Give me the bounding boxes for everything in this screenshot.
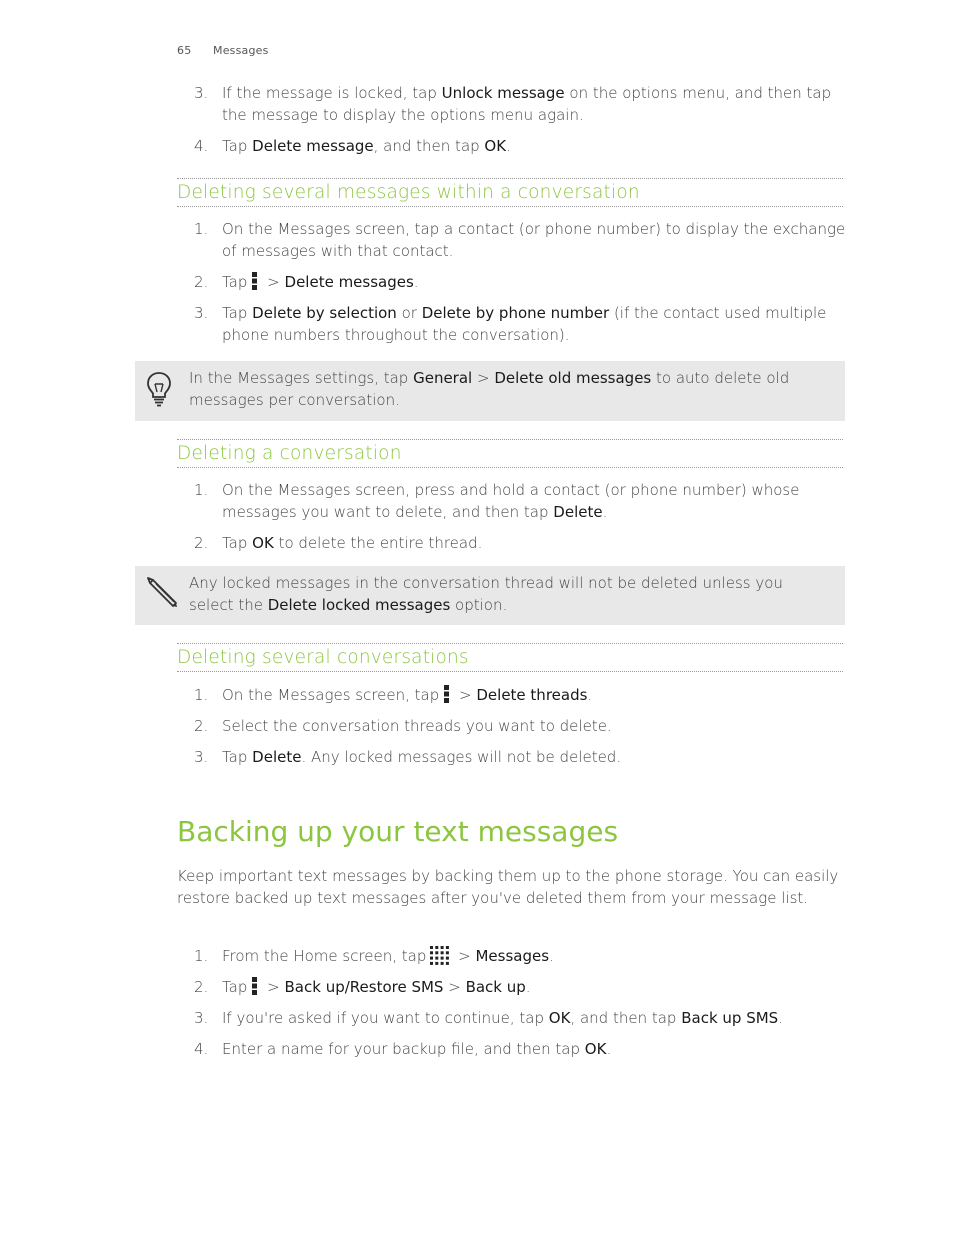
menu-kebab-icon	[443, 685, 450, 703]
pencil-icon	[145, 575, 179, 609]
page-number: 65	[177, 44, 192, 57]
section-heading	[177, 178, 843, 207]
tip-text: In the Messages settings, tap General > Delete old messages to auto delete old messages per conversation.	[189, 369, 790, 409]
chapter-title: Backing up your text messages	[177, 815, 619, 848]
section-heading	[177, 439, 843, 468]
tip-box	[135, 361, 845, 421]
lightbulb-icon	[145, 371, 173, 407]
document-page: 65 Messages 3. If the message is locked, tap Unlock message on the options menu, and then tap the message to display the options menu again. 4. Tap Delete message, and then tap OK. Deleting several messages within a conversation 1. On the Messages screen, tap a contact (or phone number) to display the exchange of messages with that contact. 2. Tap > Delete messages. 3. Tap Delete by selection or Delete by phone number (if the contact used multiple phone numbers throughout the conversation). In the Messages settings, tap General > Delete old messages to auto delete old messages per conversation. Deleting a conversation 1. On the Messages screen, press and hold a contact (or phone number) whose messages you want to delete, and then tap Delete. 2. Tap OK to delete the entire thread. Any locked messages in the conversation thread will not be deleted unless you select the Delete locked messages option. Deleting several conversations 1. On the Messages screen, tap > Delete threads. 2. Select the conversation threads you want to delete. 3. Tap Delete. Any locked messages will not be deleted. Backing up your text messages Keep important text messages by backing them up to the phone storage. You can easily restore backed up text messages after you've deleted them from your message list. 1. From the Home screen, tap > Messages. 2. Tap > Back up/Restore SMS > Back up. 3. If you're asked if you want to continue, tap OK, and then tap Back up SMS. 4. Enter a name for your backup file, and then tap OK.	[0, 0, 954, 1235]
menu-kebab-icon	[251, 272, 258, 290]
chapter-name: Messages	[213, 44, 269, 57]
section-heading	[177, 643, 843, 672]
note-text: Any locked messages in the conversation thread will not be deleted unless you select the Delete locked messages option.	[189, 574, 783, 614]
all-apps-grid-icon	[430, 946, 449, 965]
intro-paragraph: Keep important text messages by backing them up to the phone storage. You can easily restore backed up text messages after you've deleted them from your message list.	[177, 867, 839, 907]
section-title: Deleting several messages within a conversation	[177, 182, 640, 203]
section-title: Deleting several conversations	[177, 647, 469, 668]
menu-kebab-icon	[251, 977, 258, 995]
section-title: Deleting a conversation	[177, 443, 402, 464]
running-header	[177, 44, 269, 57]
note-box	[135, 566, 845, 625]
